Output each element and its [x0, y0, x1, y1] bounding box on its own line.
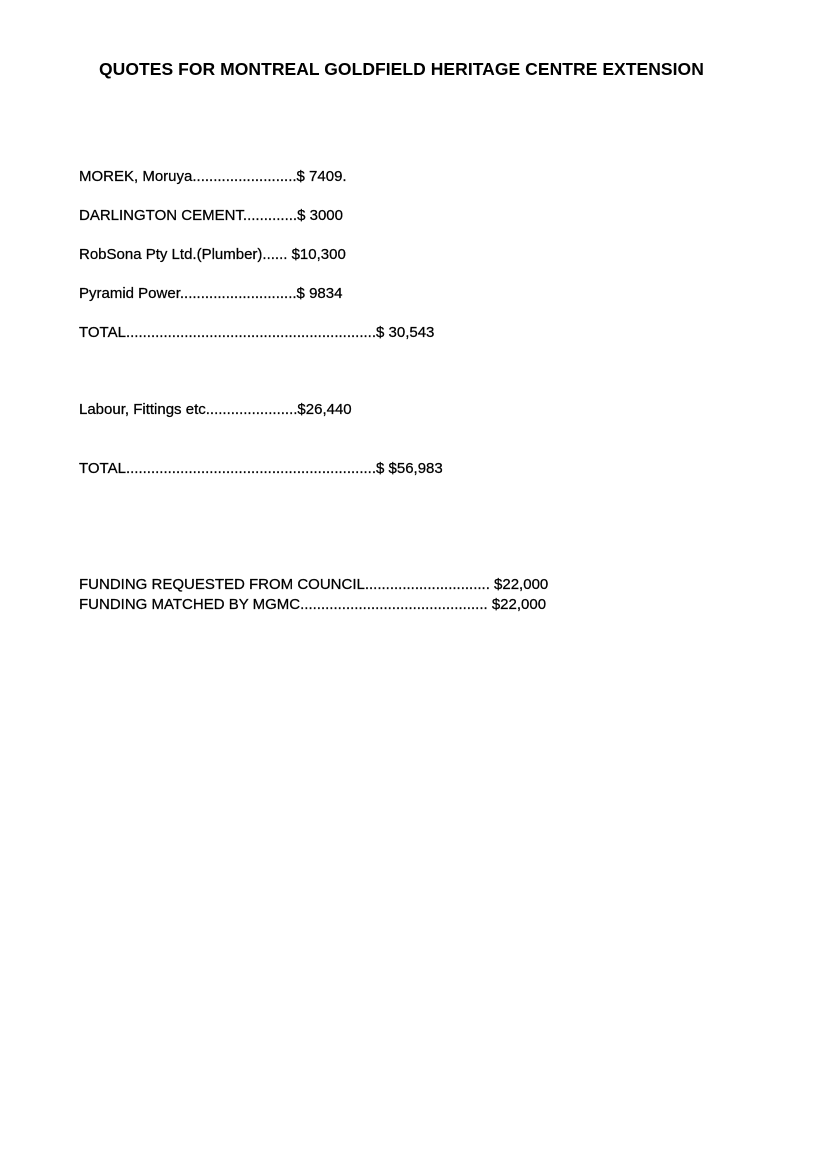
quote-line-darlington-cement: DARLINGTON CEMENT.............$ 3000 [79, 207, 343, 224]
subtotal-line: TOTAL............................................................$ 30,543 [79, 324, 435, 341]
grand-total-line: TOTAL............................................................$ $56,983 [79, 460, 443, 477]
page-title: QUOTES FOR MONTREAL GOLDFIELD HERITAGE CENTRE EXTENSION [99, 59, 704, 79]
funding-matched-line: FUNDING MATCHED BY MGMC............................................. $22,000 [79, 596, 547, 613]
quote-line-morek: MOREK, Moruya.........................$ 7409. [79, 168, 347, 185]
quote-line-pyramid-power: Pyramid Power............................$ 9834 [79, 285, 343, 302]
funding-requested-line: FUNDING REQUESTED FROM COUNCIL.............................. $22,000 [79, 576, 549, 593]
labour-line: Labour, Fittings etc......................$26,440 [79, 401, 352, 418]
quote-line-robsona: RobSona Pty Ltd.(Plumber)...... $10,300 [79, 246, 346, 263]
